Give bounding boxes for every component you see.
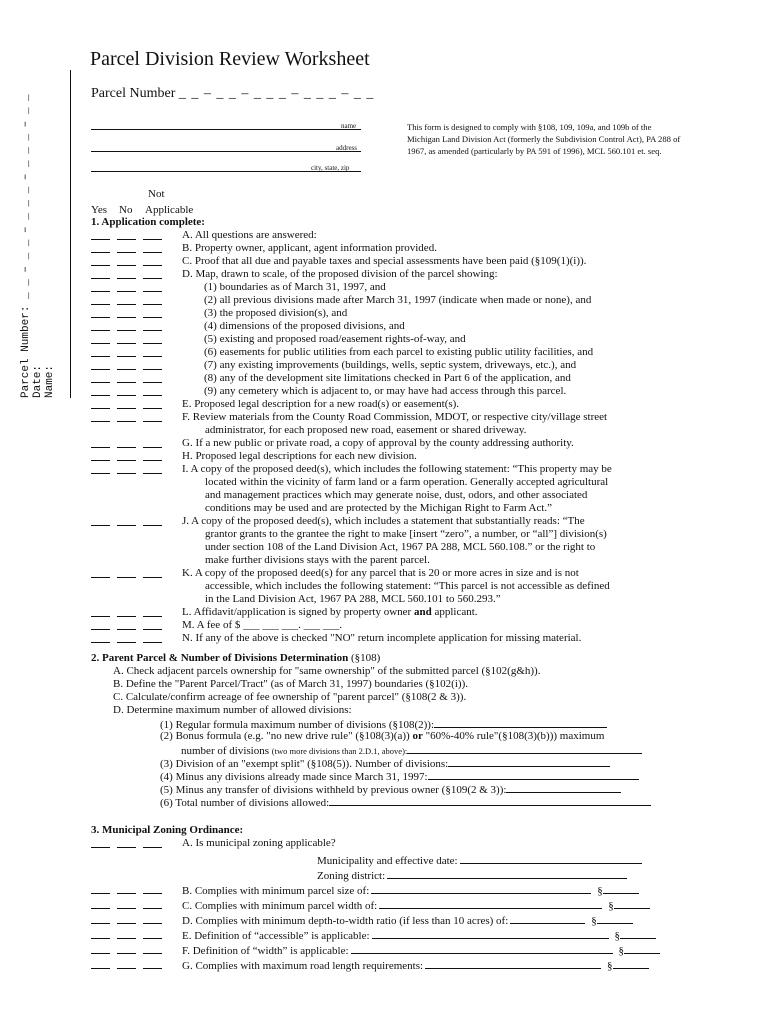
s3-item-blank[interactable] [387, 868, 627, 879]
s2-item-d2a: (2) Bonus formula (e.g. "no new drive rule" (§108(3)(a)) [160, 730, 410, 742]
s1-no-blank[interactable] [117, 334, 136, 344]
s1-item-6: (3) the proposed division(s), and [204, 307, 348, 319]
page-title: Parcel Division Review Worksheet [90, 48, 370, 70]
s3-yes-blank[interactable] [91, 838, 110, 848]
s3-check-row [91, 838, 169, 851]
s1-check-row [91, 607, 169, 620]
s1-yes-blank[interactable] [91, 464, 110, 474]
s1-check-row [91, 412, 169, 425]
s3-item-7 [182, 943, 660, 958]
s3-na-blank[interactable] [143, 899, 162, 909]
s1-yes-blank[interactable] [91, 360, 110, 370]
s3-check-row [91, 944, 169, 957]
s3-item-0 [182, 837, 336, 850]
s1-check-row [91, 230, 169, 243]
s1-item-14: F. Review materials from the County Road Commission, MDOT, or respective city/village street [182, 411, 608, 423]
s1-na-blank[interactable] [143, 347, 162, 357]
s1-no-blank[interactable] [117, 373, 136, 383]
side-stub-line [70, 70, 71, 398]
s3-item-blank[interactable] [460, 853, 642, 864]
s1-no-blank[interactable] [117, 321, 136, 331]
s1-yes-blank[interactable] [91, 516, 110, 526]
s1-na-blank[interactable] [143, 243, 162, 253]
s3-item-2 [317, 868, 627, 883]
s1-no-blank[interactable] [117, 256, 136, 266]
s1-check-row [91, 347, 169, 360]
s1-item-8: (5) existing and proposed road/easement rights-of-way, and [204, 333, 466, 345]
address-field[interactable] [91, 151, 361, 152]
s1-na-blank[interactable] [143, 399, 162, 409]
s1-item-24: under section 108 of the Land Division Act, 1967 PA 288, MCL 560.108.” or the right to [205, 541, 596, 553]
s1-no-blank[interactable] [117, 243, 136, 253]
s3-yes-blank[interactable] [91, 929, 110, 939]
s1-na-blank[interactable] [143, 412, 162, 422]
s1-check-row [91, 451, 169, 464]
s3-section-blank[interactable] [603, 883, 639, 894]
s3-na-blank[interactable] [143, 944, 162, 954]
s2-item-d6: (6) Total number of divisions allowed: [160, 797, 330, 809]
s1-yes-blank[interactable] [91, 373, 110, 383]
s3-item-5 [182, 913, 633, 928]
s3-item-blank[interactable] [372, 928, 609, 939]
s1-yes-blank[interactable] [91, 321, 110, 331]
s1-item-10: (7) any existing improvements (buildings, wells, septic system, driveways, etc.), and [204, 359, 577, 371]
compliance-note: This form is designed to comply with §108, 109, 109a, and 109b of the Michigan Land Division Act (formerly the Subdivision Control Act), PA 288 of 1967, as amended (particularly by PA 591 of 1996), MCL 560.101 et. seq. [407, 122, 681, 156]
s1-no-blank[interactable] [117, 282, 136, 292]
s3-item-blank[interactable] [510, 913, 585, 924]
s1-item-l-end: applicant. [434, 606, 478, 618]
s3-yes-blank[interactable] [91, 944, 110, 954]
s3-section-blank[interactable] [624, 943, 660, 954]
s3-check-row [91, 884, 169, 897]
s3-na-blank[interactable] [143, 959, 162, 969]
s3-section-blank[interactable] [597, 913, 633, 924]
s1-item-32: M. A fee of $ ___ ___ ___. ___ ___. [182, 619, 343, 631]
section-2-heading-row [91, 652, 380, 665]
s2-d3-blank[interactable] [448, 756, 610, 767]
s1-yes-blank[interactable] [91, 295, 110, 305]
s1-no-blank[interactable] [117, 438, 136, 448]
s3-yes-blank[interactable] [91, 899, 110, 909]
s1-item-13: E. Proposed legal description for a new road(s) or easement(s). [182, 398, 460, 410]
s2-d4-blank[interactable] [428, 769, 639, 780]
s3-section-blank[interactable] [613, 958, 649, 969]
s1-check-row [91, 282, 169, 295]
s3-item-text: Zoning district: [317, 870, 386, 882]
s3-item-text: B. Complies with minimum parcel size of: [182, 885, 370, 897]
s1-item-4: (1) boundaries as of March 31, 1997, and [204, 281, 386, 293]
s1-item-25: make further divisions stays with the parent parcel. [205, 554, 430, 566]
s1-item-0: A. All questions are answered: [182, 229, 317, 241]
s1-check-row [91, 321, 169, 334]
s1-no-blank[interactable] [117, 412, 136, 422]
s3-item-blank[interactable] [371, 883, 591, 894]
s1-item-21: conditions may be used and are protected by the Michigan Right to Farm Act.” [205, 502, 553, 514]
s1-item-18: I. A copy of the proposed deed(s), which includes the following statement: “This property may be [182, 463, 612, 475]
s1-check-row [91, 464, 169, 477]
s2-d2-blank[interactable] [407, 743, 642, 754]
city-state-zip-label: city, state, zip [311, 164, 350, 172]
s1-na-blank[interactable] [143, 607, 162, 617]
s1-no-blank[interactable] [117, 633, 136, 643]
s3-item-text: Municipality and effective date: [317, 855, 458, 867]
s2-item-d6-row [160, 795, 651, 810]
s2-item-d1: (1) Regular formula maximum number of divisions (§108(2)): [160, 719, 435, 731]
s1-yes-blank[interactable] [91, 399, 110, 409]
s1-no-blank[interactable] [117, 607, 136, 617]
s3-item-8 [182, 958, 649, 973]
s1-yes-blank[interactable] [91, 256, 110, 266]
s1-no-blank[interactable] [117, 308, 136, 318]
s1-yes-blank[interactable] [91, 347, 110, 357]
s1-check-row [91, 386, 169, 399]
name-label: name [341, 122, 357, 130]
s1-item-28: in the Land Division Act, 1967 PA 288, MCL 560.101 to 560.293.” [205, 593, 501, 605]
s1-na-blank[interactable] [143, 230, 162, 240]
s1-no-blank[interactable] [117, 386, 136, 396]
s1-na-blank[interactable] [143, 334, 162, 344]
s1-yes-blank[interactable] [91, 412, 110, 422]
s1-check-row [91, 568, 169, 581]
s1-check-row [91, 633, 169, 646]
s1-item-12: (9) any cemetery which is adjacent to, or may have had access through this parcel. [204, 385, 567, 397]
s3-check-row [91, 929, 169, 942]
s1-na-blank[interactable] [143, 269, 162, 279]
section-1-heading: 1. Application complete: [91, 216, 205, 228]
s1-check-row [91, 308, 169, 321]
s3-item-text: G. Complies with maximum road length requirements: [182, 960, 424, 972]
s1-yes-blank[interactable] [91, 243, 110, 253]
s1-no-blank[interactable] [117, 451, 136, 461]
s1-no-blank[interactable] [117, 269, 136, 279]
s1-na-blank[interactable] [143, 360, 162, 370]
s1-no-blank[interactable] [117, 516, 136, 526]
s3-section-sign: § [607, 960, 613, 972]
s1-item-l-row [182, 606, 478, 619]
side-stub [20, 68, 70, 398]
s1-yes-blank[interactable] [91, 568, 110, 578]
s3-check-row [91, 914, 169, 927]
s1-na-blank[interactable] [143, 295, 162, 305]
s3-na-blank[interactable] [143, 838, 162, 848]
s1-yes-blank[interactable] [91, 269, 110, 279]
s1-na-blank[interactable] [143, 516, 162, 526]
address-label: address [336, 144, 357, 152]
s2-item-d3: (3) Division of an "exempt split" (§108(5)). Number of divisions: [160, 758, 449, 770]
section-3-heading: 3. Municipal Zoning Ordinance: [91, 824, 244, 836]
s1-check-row [91, 399, 169, 412]
s2-d1-blank[interactable] [434, 717, 607, 728]
s1-item-27: accessible, which includes the following statement: “This parcel is not accessible as defined [205, 580, 610, 592]
s1-item-2: C. Proof that all due and payable taxes and special assessments have been paid (§109(1)(i)). [182, 255, 587, 267]
s3-section-sign: § [608, 900, 614, 912]
col-applicable: Applicable [145, 204, 194, 216]
s3-item-1 [317, 853, 642, 868]
s1-item-15: administrator, for each proposed new road, easement or shared driveway. [205, 424, 527, 436]
col-not: Not [148, 188, 165, 200]
s3-na-blank[interactable] [143, 929, 162, 939]
col-no: No [119, 204, 133, 216]
side-name[interactable]: Name: [44, 364, 56, 398]
s1-check-row [91, 373, 169, 386]
s1-yes-blank[interactable] [91, 334, 110, 344]
s2-item-d: D. Determine maximum number of allowed divisions: [113, 704, 352, 716]
s3-yes-blank[interactable] [91, 959, 110, 969]
s1-check-row [91, 360, 169, 373]
s3-section-sign: § [614, 930, 621, 942]
s3-yes-blank[interactable] [91, 884, 110, 894]
s1-na-blank[interactable] [143, 373, 162, 383]
s2-item-d5: (5) Minus any transfer of divisions withheld by previous owner (§109(2 & 3)): [160, 784, 507, 796]
s2-item-d2d: (two more divisions than 2.D.1, above): [271, 746, 408, 756]
s1-no-blank[interactable] [117, 399, 136, 409]
s3-item-3 [182, 883, 639, 898]
s2-item-d4: (4) Minus any divisions already made since March 31, 1997: [160, 771, 428, 783]
s2-d5-blank[interactable] [506, 782, 621, 793]
s1-check-row [91, 438, 169, 451]
s3-item-text: D. Complies with minimum depth-to-width ratio (if less than 10 acres) of: [182, 915, 509, 927]
s1-item-l: L. Affidavit/application is signed by property owner [182, 606, 412, 618]
s1-check-row [91, 334, 169, 347]
parcel-number-field[interactable]: _ _ – _ _ – _ _ _ – _ _ _ – _ _ [178, 86, 375, 101]
s1-yes-blank[interactable] [91, 308, 110, 318]
col-yes: Yes [91, 204, 108, 216]
s1-no-blank[interactable] [117, 360, 136, 370]
s3-section-blank[interactable] [614, 898, 650, 909]
s2-item-d2-row [160, 730, 604, 743]
s3-yes-blank[interactable] [91, 914, 110, 924]
s2-item-d2-or: or [412, 730, 423, 742]
s1-check-row [91, 295, 169, 308]
s3-item-text: C. Complies with minimum parcel width of: [182, 900, 378, 912]
s3-check-row [91, 959, 169, 972]
s1-item-l-and: and [413, 606, 432, 618]
s1-item-26: K. A copy of the proposed deed(s) for any parcel that is 20 or more acres in size and is not [182, 567, 579, 579]
s1-na-blank[interactable] [143, 451, 162, 461]
s2-d6-blank[interactable] [329, 795, 651, 806]
s1-item-9: (6) easements for public utilities from each parcel to existing public utility facilities, and [204, 346, 594, 358]
s3-no-blank[interactable] [117, 929, 136, 939]
s1-yes-blank[interactable] [91, 230, 110, 240]
s1-check-row [91, 516, 169, 529]
s3-no-blank[interactable] [117, 884, 136, 894]
s3-item-blank[interactable] [425, 958, 601, 969]
s1-check-row [91, 243, 169, 256]
parcel-number-label: Parcel Number [91, 86, 176, 101]
s3-item-text: A. Is municipal zoning applicable? [182, 837, 336, 849]
s1-yes-blank[interactable] [91, 633, 110, 643]
s3-item-blank[interactable] [379, 898, 602, 909]
s1-check-row [91, 269, 169, 282]
s1-item-1: B. Property owner, applicant, agent information provided. [182, 242, 437, 254]
s1-yes-blank[interactable] [91, 386, 110, 396]
s1-no-blank[interactable] [117, 230, 136, 240]
name-field[interactable] [91, 129, 361, 130]
s1-item-17: H. Proposed legal descriptions for each new division. [182, 450, 417, 462]
s2-item-d2b: "60%-40% rule"(§108(3)(b))) maximum [425, 730, 605, 742]
s1-item-22: J. A copy of the proposed deed(s), which includes a statement that substantially reads: “The [182, 515, 585, 527]
s1-item-20: and management practices which may generate noise, dust, odors, and other associated [205, 489, 588, 501]
s1-item-5: (2) all previous divisions made after March 31, 1997 (indicate when made or none), and [204, 294, 592, 306]
s1-check-row [91, 256, 169, 269]
s3-no-blank[interactable] [117, 838, 136, 848]
s1-no-blank[interactable] [117, 295, 136, 305]
s3-check-row [91, 899, 169, 912]
s1-na-blank[interactable] [143, 464, 162, 474]
s1-yes-blank[interactable] [91, 451, 110, 461]
s1-na-blank[interactable] [143, 620, 162, 630]
s3-no-blank[interactable] [117, 944, 136, 954]
side-date[interactable]: Date: [32, 364, 44, 398]
s2-item-b: B. Define the "Parent Parcel/Tract" (as of March 31, 1997) boundaries (§102(i)). [113, 678, 468, 690]
s3-section-blank[interactable] [620, 928, 656, 939]
s1-na-blank[interactable] [143, 386, 162, 396]
s1-item-33: N. If any of the above is checked "NO" return incomplete application for missing material. [182, 632, 582, 644]
s1-item-16: G. If a new public or private road, a copy of approval by the county addressing authority. [182, 437, 574, 449]
s3-no-blank[interactable] [117, 914, 136, 924]
s2-item-c: C. Calculate/confirm acreage of fee ownership of "parent parcel" (§108(2 & 3)). [113, 691, 467, 703]
s1-na-blank[interactable] [143, 282, 162, 292]
s3-item-blank[interactable] [351, 943, 613, 954]
s1-no-blank[interactable] [117, 620, 136, 630]
s1-yes-blank[interactable] [91, 620, 110, 630]
s1-na-blank[interactable] [143, 321, 162, 331]
s1-no-blank[interactable] [117, 464, 136, 474]
section-2-heading: 2. Parent Parcel & Number of Divisions Determination [91, 652, 349, 664]
s1-na-blank[interactable] [143, 633, 162, 643]
s1-item-7: (4) dimensions of the proposed divisions, and [204, 320, 405, 332]
s3-item-text: F. Definition of “width” is applicable: [182, 945, 349, 957]
s3-no-blank[interactable] [117, 959, 136, 969]
side-parcel-number[interactable]: Parcel Number: _ _ – _ _ – _ _ _ – _ _ _ – _ _ [20, 94, 32, 398]
s1-na-blank[interactable] [143, 568, 162, 578]
s3-item-6 [182, 928, 656, 943]
s1-yes-blank[interactable] [91, 438, 110, 448]
s1-check-row [91, 620, 169, 633]
s3-na-blank[interactable] [143, 914, 162, 924]
s1-item-3: D. Map, drawn to scale, of the proposed division of the parcel showing: [182, 268, 498, 280]
s1-item-11: (8) any of the development site limitations checked in Part 6 of the application, and [204, 372, 571, 384]
s1-item-23: grantor grants to the grantee the right to make [insert “zero”, a number, or “all”] division(s) [205, 528, 607, 540]
s1-yes-blank[interactable] [91, 607, 110, 617]
s3-section-sign: § [597, 885, 603, 897]
s1-na-blank[interactable] [143, 308, 162, 318]
s2-item-a: A. Check adjacent parcels ownership for "same ownership" of the submitted parcel (§102(g&h)). [113, 665, 541, 677]
s2-item-d2c: number of divisions [181, 745, 269, 757]
s3-na-blank[interactable] [143, 884, 162, 894]
s3-item-4 [182, 898, 650, 913]
s3-no-blank[interactable] [117, 899, 136, 909]
section-2-heading-ref: (§108) [351, 652, 381, 664]
s3-section-sign: § [618, 945, 625, 957]
s1-na-blank[interactable] [143, 256, 162, 266]
s3-section-sign: § [591, 915, 597, 927]
s3-item-text: E. Definition of “accessible” is applicable: [182, 930, 370, 942]
s1-yes-blank[interactable] [91, 282, 110, 292]
parcel-number-row [91, 86, 374, 102]
s1-no-blank[interactable] [117, 568, 136, 578]
s1-na-blank[interactable] [143, 438, 162, 448]
s1-item-19: located within the vicinity of farm land or a farm operation. Generally accepted agricultural [205, 476, 609, 488]
s1-no-blank[interactable] [117, 347, 136, 357]
